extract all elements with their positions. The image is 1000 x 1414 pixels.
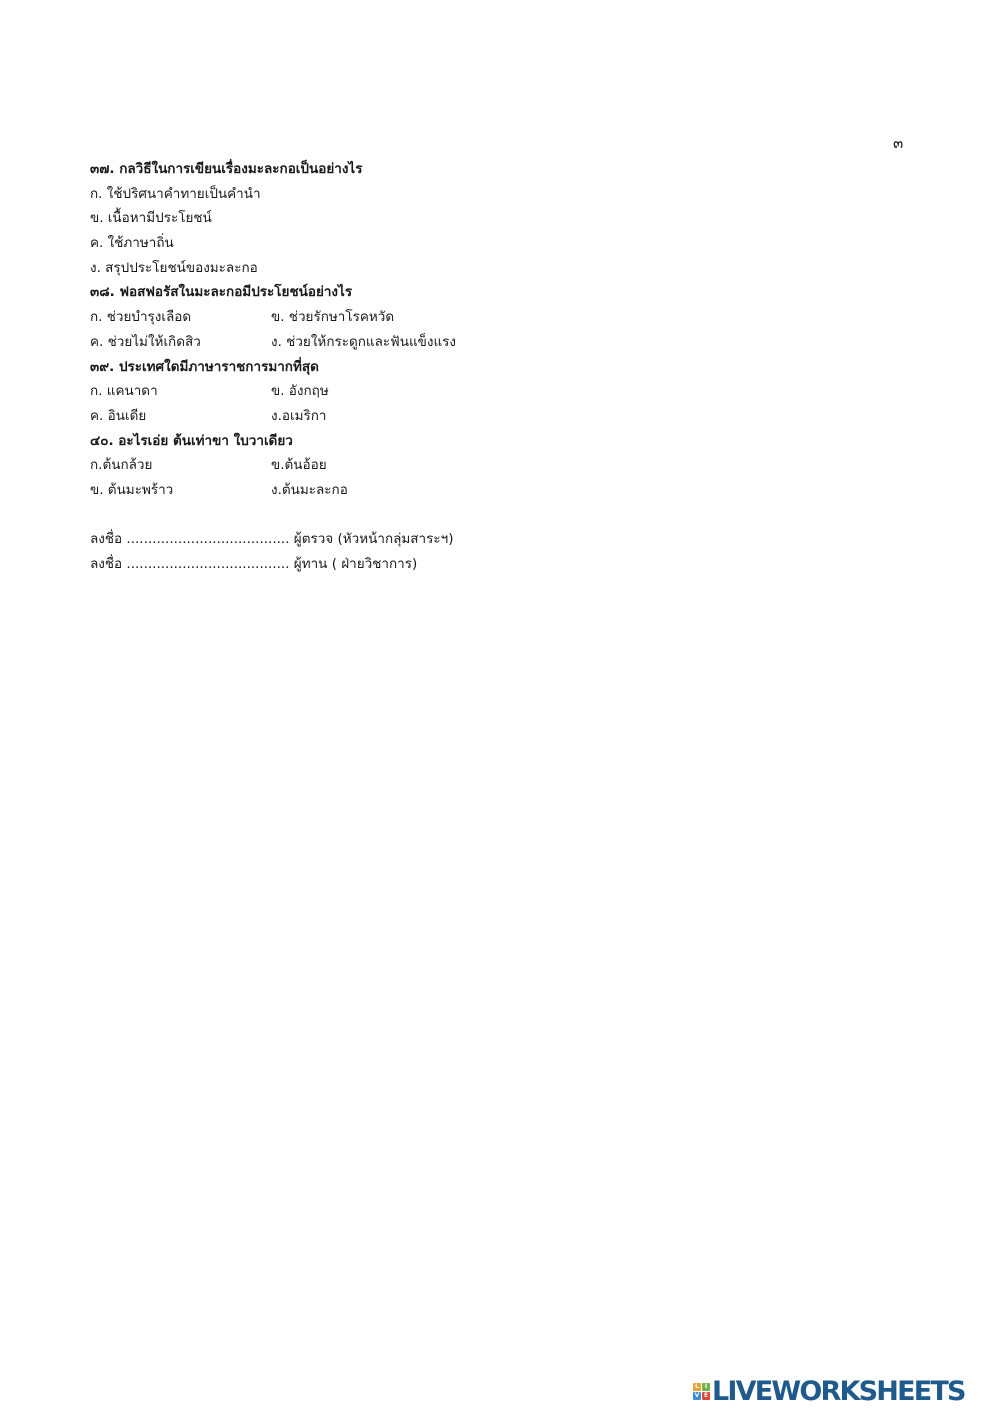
choice-row [90,330,910,355]
choice-row [90,404,910,429]
choice-option[interactable]: ข.ต้นอ้อย [271,457,327,474]
choice-option[interactable]: ค. ใช้ภาษาถิ่น [90,235,174,252]
liveworksheets-icon [693,1383,710,1400]
liveworksheets-wordmark: LIVEWORKSHEETS [712,1375,965,1407]
choice-option[interactable]: ค. อินเดีย [90,407,147,424]
spacer [90,503,910,528]
choice-option[interactable]: ง. ช่วยให้กระดูกและฟันแข็งแรง [271,333,457,350]
choice-option[interactable]: ข. อังกฤษ [271,383,329,400]
signature-line-reviewer: ลงชื่อ ...................................... ผู้ตรวจ (หัวหน้ากลุ่มสาระฯ) [90,531,454,548]
choice-option[interactable]: ข. เนื้อหามีประโยชน์ [90,210,212,227]
question-title: ๓๘. ฟอสฟอรัสในมะละกอมีประโยชน์อย่างไร [90,284,353,301]
choice-option[interactable]: ง.ต้นมะละกอ [271,481,348,498]
question-title: ๔๐. อะไรเอ่ย ต้นเท่าขา ใบวาเดียว [90,432,293,449]
worksheet-content [90,157,910,577]
question-title: ๓๗. กลวิธีในการเขียนเรื่องมะละกอเป็นอย่างไร [90,161,363,177]
choice-option[interactable]: ข. ช่วยรักษาโรคหวัด [271,309,395,326]
choice-row [90,379,910,404]
choice-option[interactable]: ง.อเมริกา [271,407,327,424]
choice-option[interactable]: ง. สรุปประโยชน์ของมะละกอ [90,259,258,276]
signature-line-academic: ลงชื่อ ...................................... ผู้ทาน ( ฝ่ายวิชาการ) [90,556,418,572]
question-title: ๓๙. ประเทศใดมีภาษาราชการมากที่สุด [90,358,319,375]
choice-row [90,478,910,503]
choice-row [90,305,910,330]
choice-option[interactable]: ก. แคนาดา [90,383,158,400]
logo-tile: E [703,1391,709,1399]
choice-option[interactable]: ค. ช่วยไม่ให้เกิดสิว [90,333,201,350]
choice-option[interactable]: ก. ใช้ปริศนาคำทายเป็นคำนำ [90,185,261,202]
logo-tile: I [702,1383,710,1391]
choice-row [90,453,910,478]
logo-tile: V [694,1391,700,1399]
liveworksheets-logo [693,1376,965,1406]
choice-option[interactable]: ข. ต้นมะพร้าว [90,481,174,498]
page-number: ๓ [893,134,904,152]
choice-option[interactable]: ก.ต้นกล้วย [90,457,153,474]
choice-option[interactable]: ก. ช่วยบำรุงเลือด [90,309,192,326]
logo-tile: L [693,1383,701,1391]
